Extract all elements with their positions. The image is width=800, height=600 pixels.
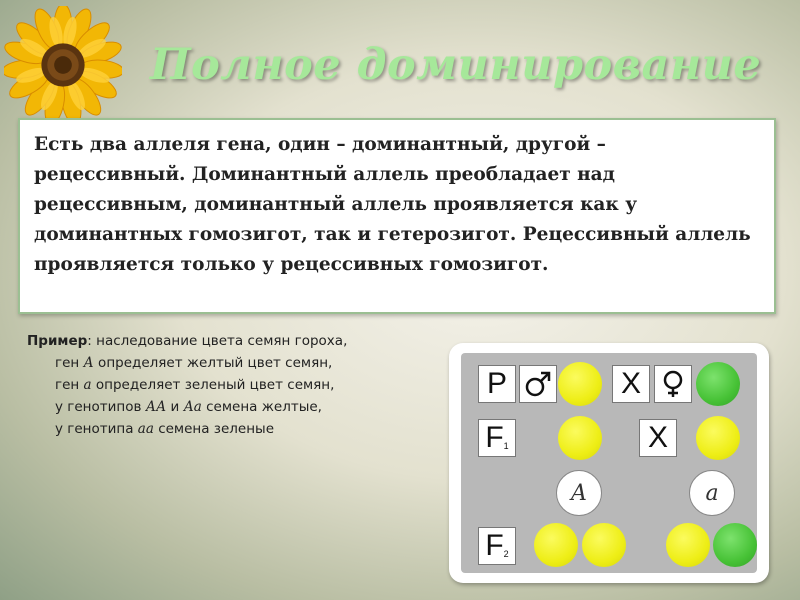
yellow-seed-f2-2 [582, 523, 626, 567]
example-line-4: у генотипов АА и Аа семена желтые, [55, 399, 322, 415]
yellow-seed-f2-3 [666, 523, 710, 567]
cross-symbol-f1: X [639, 419, 677, 457]
green-seed-parent [696, 362, 740, 406]
definition-box [18, 118, 776, 314]
example-line-5: у генотипа аа семена зеленые [55, 421, 275, 437]
female-symbol-icon [654, 365, 692, 403]
yellow-seed-f1-left [558, 416, 602, 460]
p-label: P [478, 365, 516, 403]
yellow-seed-f2-1 [534, 523, 578, 567]
green-seed-f2 [713, 523, 757, 567]
cross-diagram-background [461, 353, 757, 573]
example-line-1: Пример: наследование цвета семян гороха, [27, 333, 348, 349]
sunflower-image [4, 6, 122, 124]
yellow-seed-f1-right [696, 416, 740, 460]
cross-symbol-p: X [612, 365, 650, 403]
page-title: Полное доминирование [150, 40, 762, 90]
gamete-dominant: A [556, 470, 602, 516]
male-symbol-icon [519, 365, 557, 403]
f2-label: F 2 [478, 527, 516, 565]
example-text [27, 330, 437, 440]
example-line-2: ген А определяет желтый цвет семян, [55, 355, 333, 371]
example-line-3: ген а определяет зеленый цвет семян, [55, 377, 335, 393]
cross-diagram [449, 343, 769, 583]
definition-text: Есть два аллеля гена, один – доминантный, другой – рецессивный. Доминантный аллель преобладает над рецессивным, доминантный аллель проявляется как у доминантных гомозигот, так и гетерозигот. Рецессивный аллель проявляется только у рецессивных гомозигот. [34, 134, 751, 275]
f1-label: F 1 [478, 419, 516, 457]
gamete-recessive: a [689, 470, 735, 516]
yellow-seed-parent [558, 362, 602, 406]
